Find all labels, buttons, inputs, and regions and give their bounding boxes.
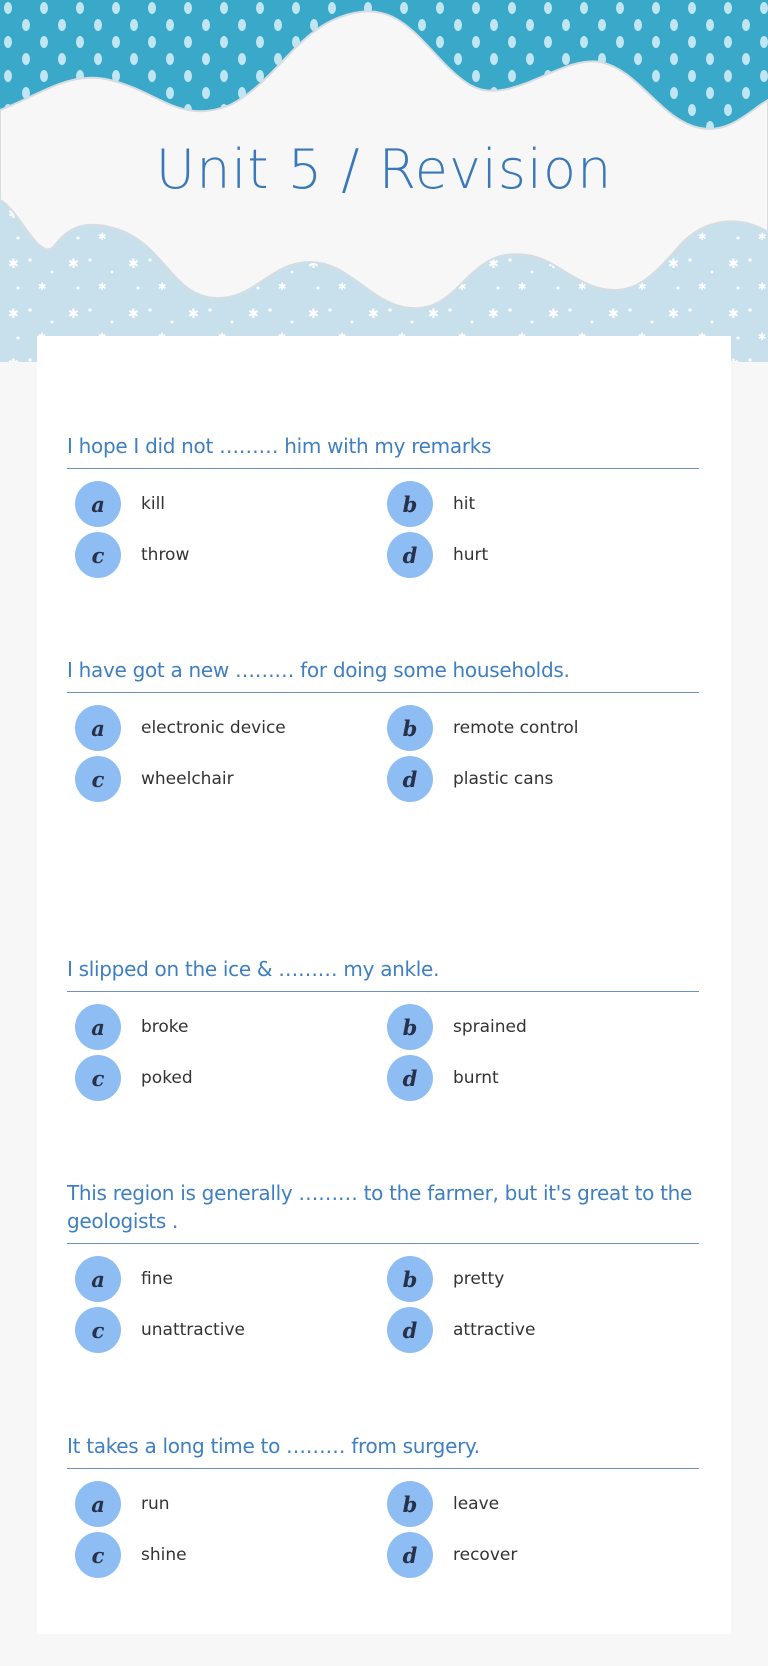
option-d[interactable]	[387, 1532, 517, 1578]
option-label: broke	[141, 1017, 189, 1037]
option-a[interactable]	[75, 1004, 189, 1050]
options-group	[67, 1256, 699, 1366]
question-4	[67, 1179, 699, 1366]
option-b[interactable]	[387, 1481, 499, 1527]
option-c[interactable]	[75, 1532, 187, 1578]
option-label: remote control	[453, 718, 579, 738]
option-b[interactable]	[387, 481, 475, 527]
option-letter-badge: d	[387, 532, 433, 578]
question-text: This region is generally ……… to the farmer, but it's great to the geologists .	[67, 1179, 699, 1244]
question-3	[67, 955, 699, 1114]
option-label: sprained	[453, 1017, 527, 1037]
option-label: shine	[141, 1545, 187, 1565]
option-letter-badge: d	[387, 756, 433, 802]
question-2	[67, 656, 699, 815]
option-letter-badge: a	[75, 1004, 121, 1050]
option-letter-badge: a	[75, 1256, 121, 1302]
option-d[interactable]	[387, 1055, 499, 1101]
option-a[interactable]	[75, 705, 286, 751]
question-text: I have got a new ……… for doing some households.	[67, 656, 699, 693]
option-d[interactable]	[387, 756, 553, 802]
question-text: I hope I did not ……… him with my remarks	[67, 432, 699, 469]
option-letter-badge: d	[387, 1307, 433, 1353]
option-label: burnt	[453, 1068, 499, 1088]
question-5	[67, 1432, 699, 1591]
option-letter-badge: b	[387, 481, 433, 527]
options-group	[67, 1004, 699, 1114]
option-c[interactable]	[75, 1055, 193, 1101]
option-label: fine	[141, 1269, 173, 1289]
header-banner	[0, 0, 768, 362]
question-text: It takes a long time to ……… from surgery.	[67, 1432, 699, 1469]
option-letter-badge: a	[75, 705, 121, 751]
option-label: throw	[141, 545, 190, 565]
option-letter-badge: c	[75, 1307, 121, 1353]
question-1	[67, 432, 699, 591]
option-letter-badge: a	[75, 1481, 121, 1527]
option-label: leave	[453, 1494, 500, 1514]
option-letter-badge: b	[387, 1481, 433, 1527]
option-a[interactable]	[75, 1481, 170, 1527]
option-label: kill	[141, 494, 166, 514]
quiz-card	[37, 336, 731, 1634]
option-letter-badge: d	[387, 1532, 433, 1578]
option-a[interactable]	[75, 1256, 173, 1302]
option-c[interactable]	[75, 1307, 245, 1353]
option-label: unattractive	[141, 1320, 245, 1340]
option-letter-badge: c	[75, 532, 121, 578]
option-b[interactable]	[387, 1256, 504, 1302]
options-group	[67, 705, 699, 815]
option-letter-badge: a	[75, 481, 121, 527]
option-letter-badge: c	[75, 1055, 121, 1101]
option-a[interactable]	[75, 481, 165, 527]
option-label: electronic device	[141, 718, 286, 738]
option-letter-badge: b	[387, 705, 433, 751]
option-d[interactable]	[387, 1307, 535, 1353]
options-group	[67, 481, 699, 591]
option-letter-badge: b	[387, 1256, 433, 1302]
page-title: Unit 5 / Revision	[155, 138, 613, 201]
option-label: plastic cans	[453, 769, 554, 789]
option-c[interactable]	[75, 532, 189, 578]
question-text: I slipped on the ice & ……… my ankle.	[67, 955, 699, 992]
option-label: pretty	[453, 1269, 505, 1289]
option-letter-badge: b	[387, 1004, 433, 1050]
option-label: wheelchair	[141, 769, 234, 789]
option-label: hit	[453, 494, 476, 514]
option-label: poked	[141, 1068, 193, 1088]
option-d[interactable]	[387, 532, 488, 578]
option-c[interactable]	[75, 756, 234, 802]
options-group	[67, 1481, 699, 1591]
option-letter-badge: c	[75, 756, 121, 802]
option-letter-badge: c	[75, 1532, 121, 1578]
option-label: run	[141, 1494, 170, 1514]
option-b[interactable]	[387, 1004, 527, 1050]
option-label: hurt	[453, 545, 489, 565]
option-b[interactable]	[387, 705, 579, 751]
option-letter-badge: d	[387, 1055, 433, 1101]
option-label: attractive	[453, 1320, 536, 1340]
option-label: recover	[453, 1545, 518, 1565]
